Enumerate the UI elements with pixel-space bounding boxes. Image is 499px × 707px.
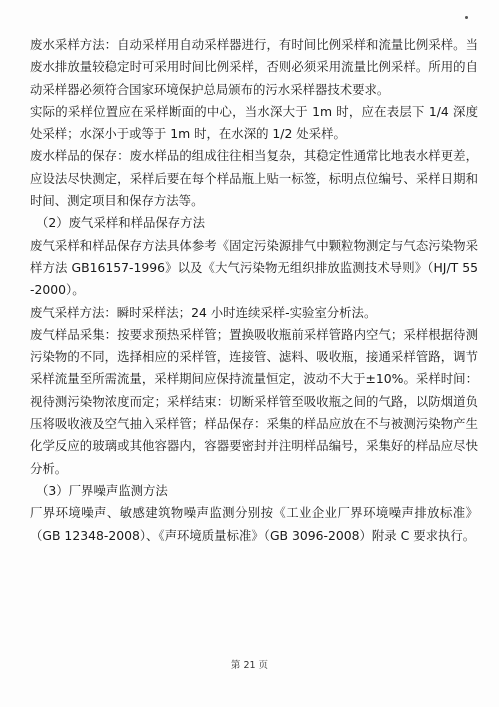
paragraph-exhaust-gas-reference: 废气采样和样品保存方法具体参考《固定污染源排气中颗粒物测定与气态污染物采样方法 GB16157-1996》以及《大气污染物无组织排放监测技术导则》（HJ/T 55-2000）。 [30,237,478,298]
page-number: 第 21 页 [230,660,269,671]
paragraph-exhaust-gas-collection: 废气样品采集：按要求预热采样管；置换吸收瓶前采样管路内空气；采样根据待测污染物的不同，选择相应的采样管，连接管、滤料、吸收瓶，接通采样管路，调节采样流量至所需流量，采样期间应保持流量恒定，波动不大于±10%。采样时间：视待测污染物浓度而定；采样结束：切断采样管至吸收瓶之间的气路，以防烟道负压将吸收液及空气抽入采样管；样品保存：采集的样品应放在不与被测污染物产生化学反应的玻璃或其他容器内，容器要密封并注明样品编号，采集好的样品应尽快分析。 [30,326,478,476]
section-heading-exhaust-gas: （2）废气采样和样品保存方法 [36,215,205,231]
paragraph-wastewater-sample-storage: 废水样品的保存：废水样品的组成往往相当复杂，其稳定性通常比地表水样更差，应设法尽快测定，采样后要在每个样品瓶上贴一标签，标明点位编号、采样日期和时间、测定项目和保存方法等。 [30,148,478,209]
section-heading-boundary-noise: （3）厂界噪声监测方法 [36,482,168,498]
paragraph-boundary-noise: 厂界环境噪声、敏感建筑物噪声监测分别按《工业企业厂界环境噪声排放标准》（GB 12348-2008）、《声环境质量标准》（GB 3096-2008）附录 C 要求执行。 [30,505,478,543]
paragraph-exhaust-gas-method: 废气采样方法：瞬时采样法；24 小时连续采样-实验室分析法。 [30,304,377,320]
document-body [30,34,478,547]
paragraph-wastewater-sampling-method: 废水采样方法：自动采样用自动采样器进行，有时间比例采样和流量比例采样。当废水排放量较稳定时可采用时间比例采样，否则必须采用流量比例采样。所用的自动采样器必须符合国家环境保护总局颁布的污水采样器技术要求。 [30,37,478,97]
scan-speck [465,16,468,19]
paragraph-sampling-position: 实际的采样位置应在采样断面的中心，当水深大于 1m 时，应在表层下 1/4 深度处采样；水深小于或等于 1m 时，在水深的 1/2 处采样。 [30,103,478,142]
